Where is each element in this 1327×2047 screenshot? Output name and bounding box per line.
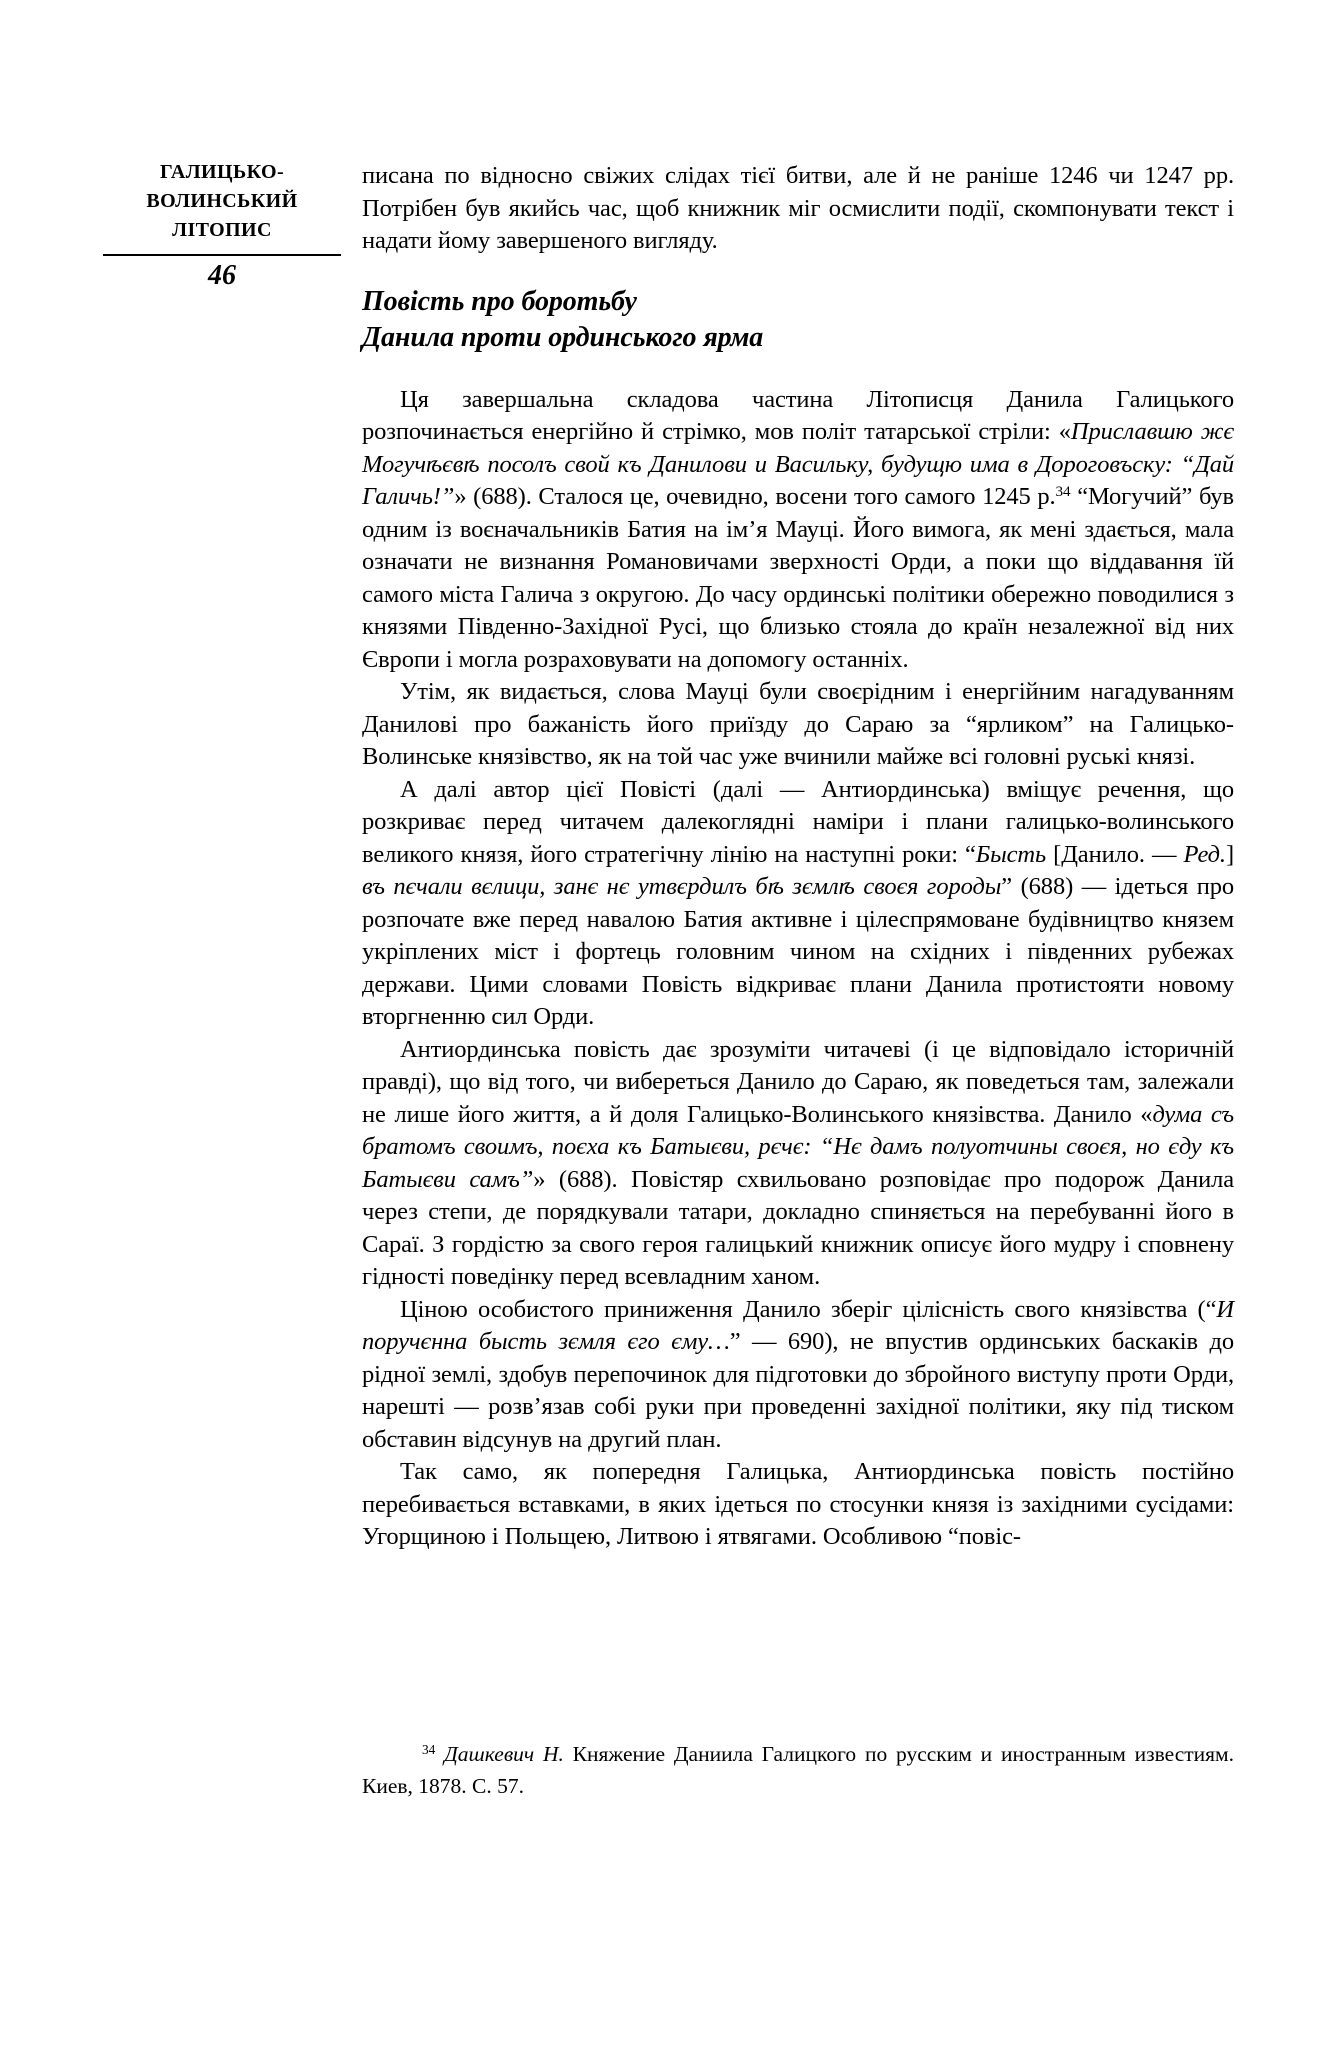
running-head-line: ЛІТОПИС <box>172 219 272 241</box>
footnote: $^{34}$ Дашкевич Н. Княжение Даниила Галицкого по русским и иностранным известиям. Киев, 1878. С. 57. <box>362 1742 1235 1798</box>
running-head <box>103 158 341 292</box>
running-head-line: ВОЛИНСЬКИЙ <box>146 190 298 212</box>
paragraph: Антиординська повість дає зрозуміти читачеві (і це відповідало історичній правді), що від того, чи вибереться Данило до Сараю, як поведеться там, залежали не лише його життя, а й доля Галицько-Волинського князівства. Данило «дума съ братомъ своимъ, поєха къ Батыєви, рєчє: “Нє дамъ полуотчины своєя, но єду къ Батыєви самъ”» (688). Повістяр схвильовано розповідає про подорож Данила через степи, де порядкували татари, докладно спиняється на перебуванні його в Сараї. З гордістю за свого героя галицький книжник описує його мудру і сповнену гідності поведінку перед всевладним ханом. <box>362 1035 1234 1290</box>
running-head-line: ГАЛИЦЬКО- <box>159 161 285 183</box>
paragraph: Утім, як видається, слова Мауці були своєрідним і енергійним нагадуванням Данилові про бажаність його приїзду до Сараю за “ярликом” на Галицько-Волинське князівство, як на той час уже вчинили майже всі головні руські князі. <box>362 678 1234 770</box>
section-heading-line: Повість про боротьбу <box>362 285 637 317</box>
section-heading <box>362 284 1234 356</box>
page-number: 46 <box>208 260 236 291</box>
paragraph: А далі автор цієї Повісті (далі — Антиординська) вміщує речення, що розкриває перед читачем далекоглядні наміри і плани галицько-волинського великого князя, його стратегічну лінію на наступні роки: “Бысть [Данило. — Ред.] въ пєчали вєлици, занє нє утвєрдилъ бѣ зємлѣ своєя городы” (688) — ідеться про розпочате вже перед навалою Батия активне і цілеспрямоване будівництво князем укріплених міст і фортець головним чином на східних і південних рубежах держави. Цими словами Повість відкриває плани Данила протистояти новому вторгненню сил Орди. <box>362 775 1235 1030</box>
margin-divider <box>103 254 341 256</box>
paragraph: Ціною особистого приниження Данило зберіг цілісність свого князівства (“И поручєнна бысть зємля єго єму…” — 690), не впустив ординських баскаків до рідної землі, здобув перепочинок для підготовки до збройного виступу проти Орди, нарешті — розв’язав собі руки при проведенні західної політики, яку під тиском обставин відсунув на другий план. <box>362 1295 1235 1453</box>
paragraph: Так само, як попередня Галицька, Антиординська повість постійно перебивається вставками, в яких ідеться по стосунки князя із західними сусідами: Угорщиною і Польщею, Литвою і ятвягами. Особливою “повіс- <box>362 1458 1234 1550</box>
text-column <box>362 160 1234 1554</box>
section-heading-line: Данила проти ординського ярма <box>362 321 764 353</box>
paragraph: Ця завершальна складова частина Літописця Данила Галицького розпочинається енергійно й стрімко, мов політ татарської стріли: «Приславшю жє Могучѣєвѣ посолъ свой къ Данилови и Васильку, будущю има в Дороговъску: “Дай Галичь!”» (688). Сталося це, очевидно, восени того самого 1245 р.$^{34}$ “Могучий” був одним із воєначальників Батия на ім’я Мауці. Його вимога, як мені здається, мала означати не визнання Романовичами зверхності Орди, а поки що віддавання їй самого міста Галича з округою. До часу ординські політики обережно поводилися з князями Південно-Західної Русі, що близько стояла до країн незалежної від них Європи і могла розраховувати на допомогу останніх. <box>362 385 1235 673</box>
running-head-title <box>103 158 341 245</box>
paragraph-continuation: писана по відносно свіжих слідах тієї битви, але й не раніше 1246 чи 1247 рр. Потрібен був якийсь час, щоб книжник міг осмислити події, скомпонувати текст і надати йому завершеного вигляду. <box>362 162 1234 254</box>
